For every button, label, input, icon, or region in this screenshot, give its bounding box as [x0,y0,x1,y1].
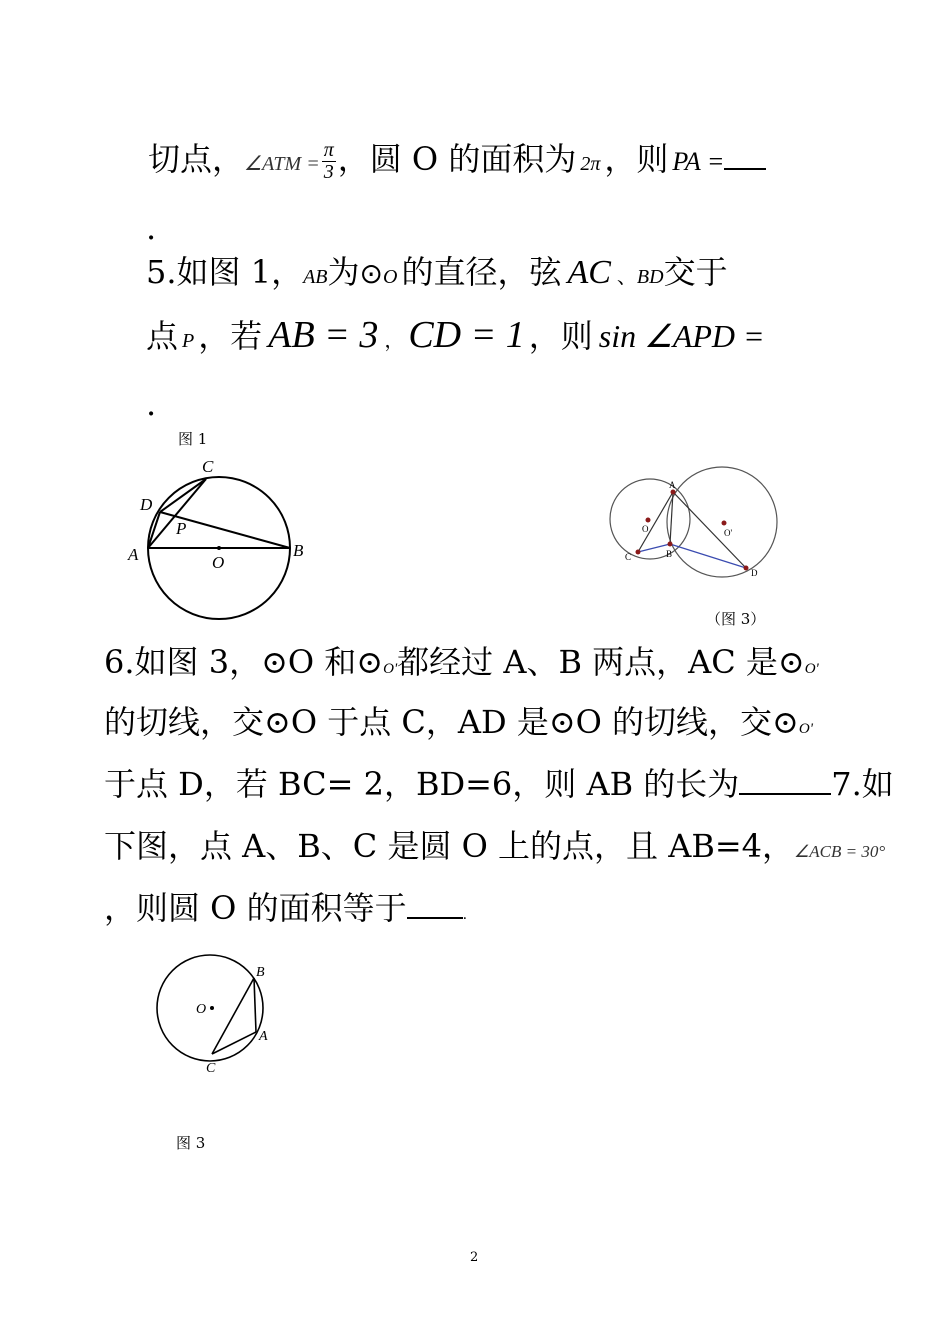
q5-text: 点 [146,317,179,355]
q4-line [148,140,766,183]
o-prime: O' [383,661,398,677]
fig1-label-c: C [202,457,214,476]
q5-sep: 、 [616,264,637,288]
q4-fraction [322,140,336,183]
q5-bd: BD [636,266,664,288]
answer-blank [724,168,766,170]
q6-line-3 [104,765,894,803]
q7-line-1 [104,827,886,865]
fig3-point-d [744,566,749,571]
q5-line-2 [146,316,765,354]
fig1-label-o: O [212,553,225,572]
figure-3-bottom [150,950,280,1080]
fig1-label-b: B [293,541,304,560]
q7-line-2 [104,889,468,927]
q4-period: . [146,209,157,247]
q6-text: 都经过 A、B 两点，AC 是⊙ [397,643,805,681]
q5-text: ，则 [528,317,593,355]
frac-num: π [323,139,334,161]
figure-1 [120,452,320,624]
q4-lead: 切点， [148,140,245,178]
q5-ab: AB [303,266,328,288]
q5-comma: ， [384,328,405,352]
q7-period: . [462,907,468,923]
q5-line-1 [146,253,728,291]
q4-area: 2π [580,153,601,175]
fig3-point-o2 [722,521,727,526]
fig3b-label-b: B [256,965,265,980]
q5-p: P [182,330,195,352]
q4-then: ，则 [604,140,669,178]
q7-number: 7.如 [831,765,894,803]
q5-number: 5.如图 1， [146,253,304,291]
q5-text: 为 [327,253,360,291]
q6-line-2 [104,703,813,741]
fig3-right-caption: （图 3） [706,610,766,628]
fig3-point-b [668,542,673,547]
q5-cd-eq: CD = 1 [408,314,525,356]
fig1-center-dot [217,546,221,550]
q5-ac: AC [567,254,611,291]
q5-period: . [146,385,157,423]
q6-line-1 [104,643,819,681]
fig3-bottom-caption: 图 3 [176,1134,206,1152]
fig1-label-a: A [128,545,139,564]
o-prime: O' [798,721,813,737]
q5-text: 的直径，弦 [401,253,562,291]
fig3b-label-a: A [259,1029,268,1044]
circle-dot-icon: ⊙ [359,257,383,290]
fig3b-label-c: C [206,1061,216,1076]
q6-text: 6.如图 3，⊙O 和⊙ [104,643,384,681]
q4-angle: ∠ATM = [244,153,320,175]
fig3b-line-ba [254,978,256,1032]
fig3b-center-dot [210,1006,214,1010]
o-prime: O' [804,661,819,677]
q4-mid: ，圆 O 的面积为 [337,140,577,178]
fig3-label-o: O [642,524,649,534]
fig3-point-c [636,550,641,555]
q6-text: 的切线，交⊙O 于点 C，AD 是⊙O 的切线，交⊙ [104,703,799,741]
fig1-label-d: D [140,495,153,514]
q7-text: 下图，点 A、B、C 是圆 O 上的点，且 AB=4， [104,827,795,865]
answer-blank [739,793,831,795]
fig1-caption: 图 1 [178,430,208,448]
fig3b-label-o: O [196,1002,207,1017]
frac-den: 3 [323,161,334,183]
q5-o: O [383,266,398,288]
fig3b-line-bc [212,978,254,1054]
fig3-label-d: D [751,568,758,578]
q5-text: ，若 [198,317,263,355]
fig3-point-o [646,518,651,523]
q7-text: ，则圆 O 的面积等于 [104,889,407,927]
q4-expr: PA = [672,147,725,176]
fig3-label-a: A [669,480,676,490]
fig3-label-b: B [666,549,673,559]
fig1-label-p: P [176,519,187,538]
q6-text: 于点 D，若 BC= 2，BD=6，则 AB 的长为 [104,765,740,803]
q5-text: 交于 [663,253,728,291]
q5-ab-eq: AB = 3 [268,314,379,356]
page-number: 2 [470,1250,479,1265]
figure-3-right [600,464,790,584]
answer-blank [407,917,463,919]
fig3-label-c: C [625,552,632,562]
fig3-label-o2: O' [724,528,733,538]
q5-sin: sin ∠APD = [598,318,765,354]
q7-angle: ∠ACB = 30° [794,842,886,861]
fig3-point-a [671,490,676,495]
